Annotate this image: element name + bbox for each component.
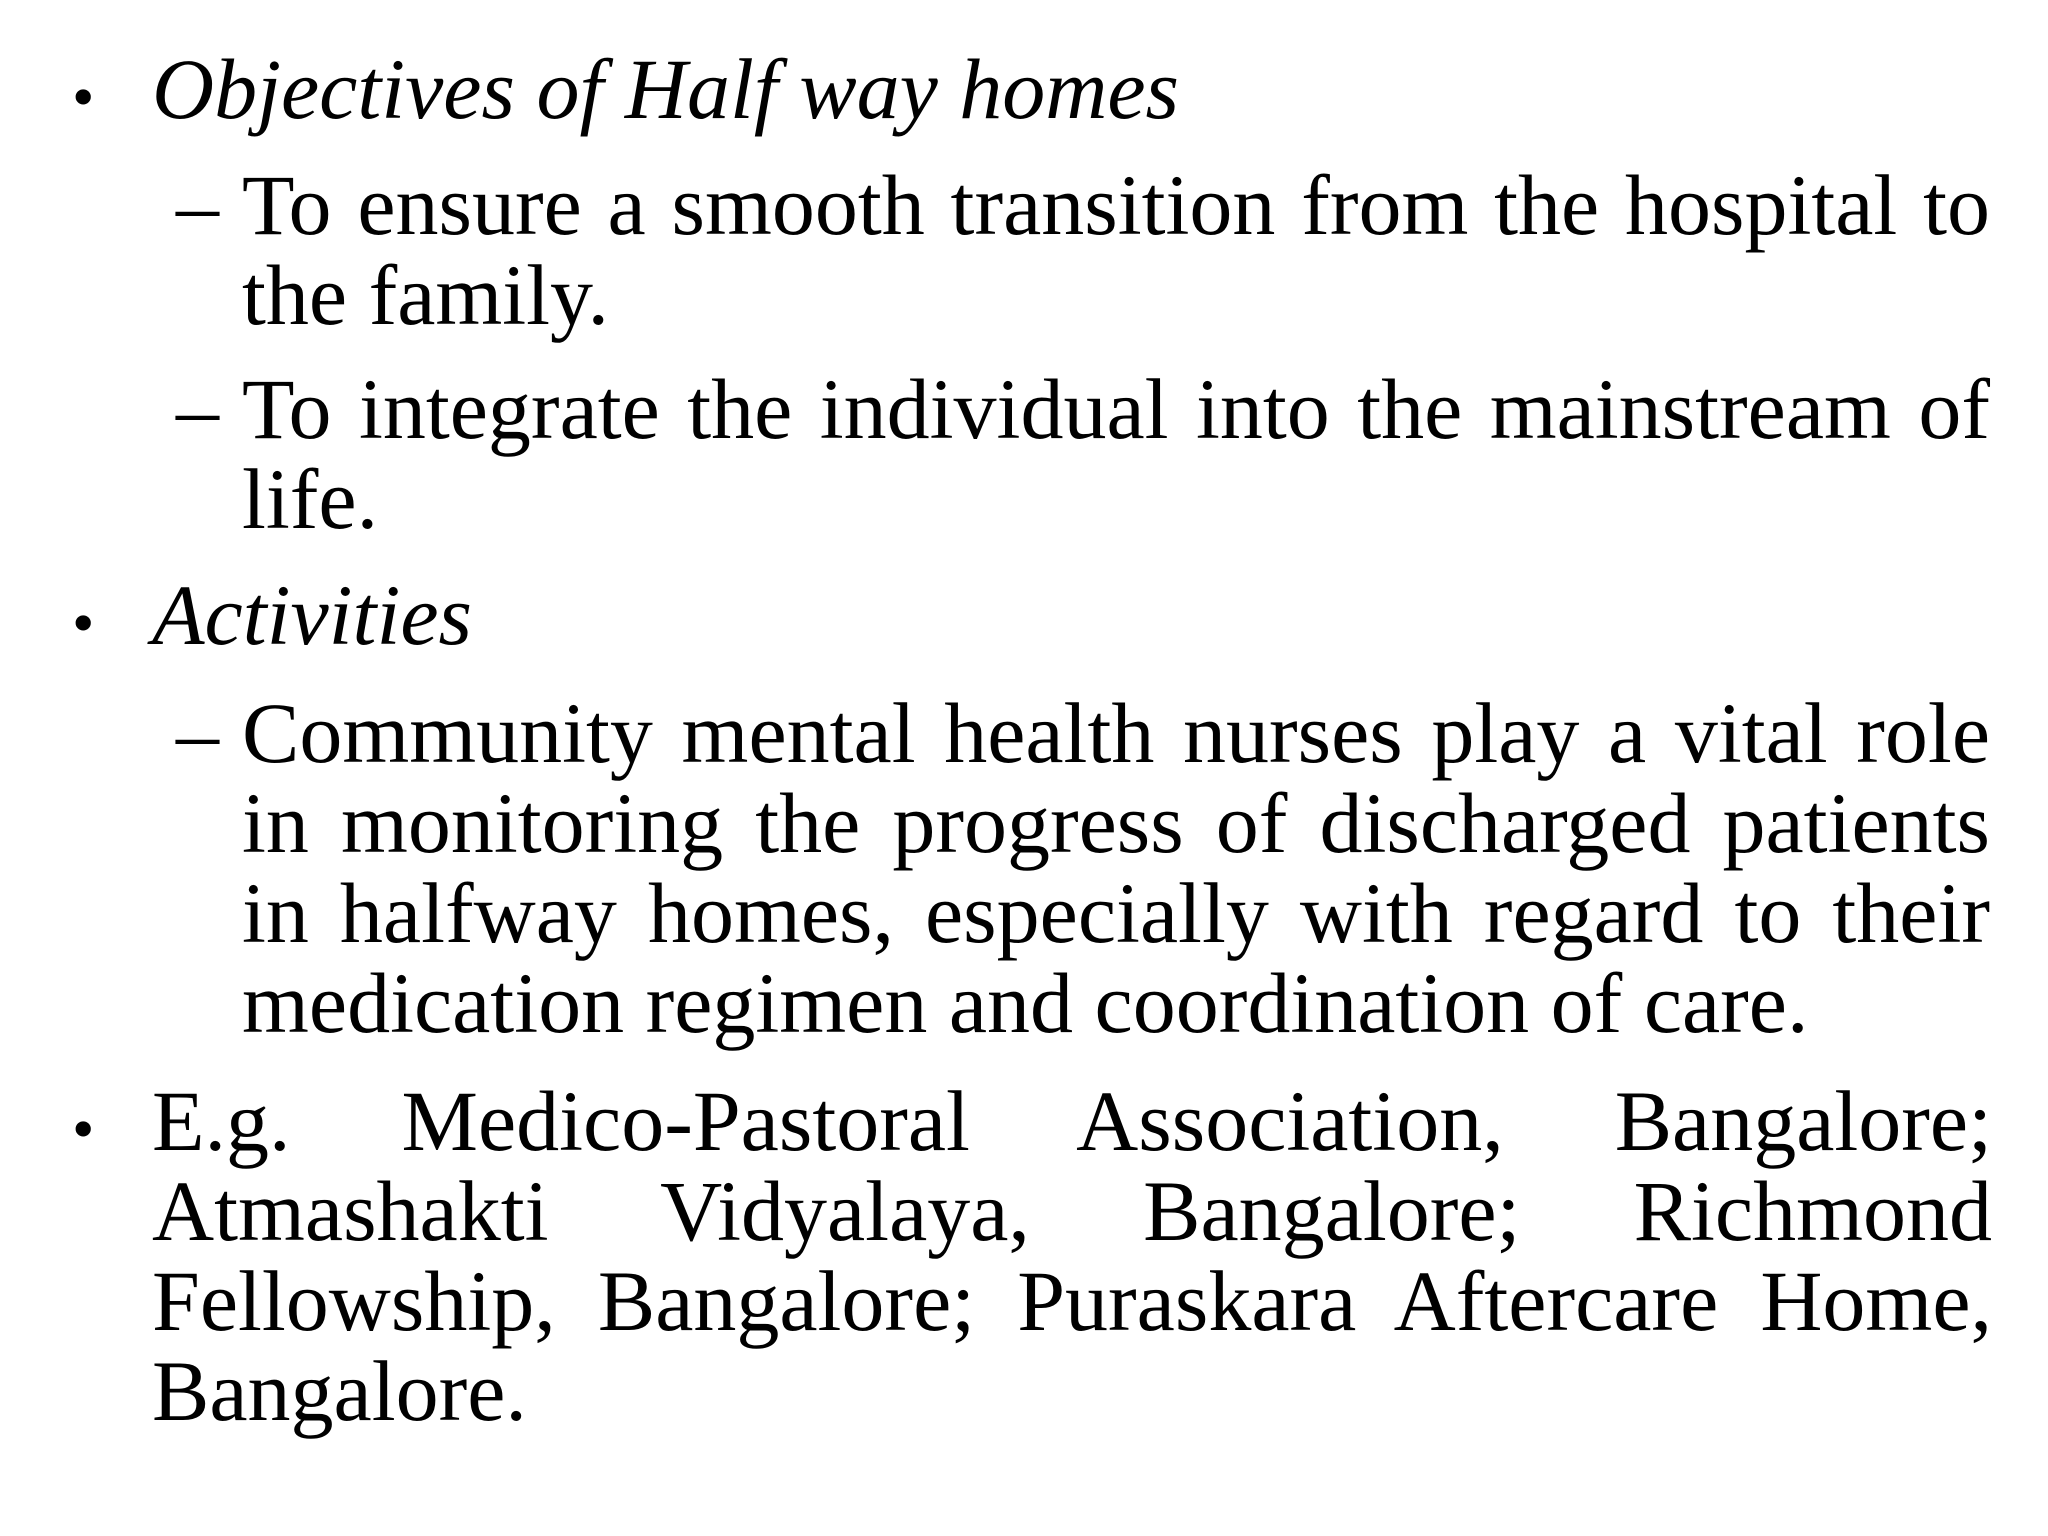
dash-icon: –: [176, 685, 219, 781]
sub-item-text: To integrate the individual into the mainstream of life.: [242, 361, 1990, 547]
sub-item-text: Community mental health nurses play a vital role in monitoring the progress of discharged patients in halfway homes, especially with regard to their medication regimen and coordination of care.: [242, 685, 1990, 1051]
bullet-icon: •: [72, 587, 95, 658]
bullet-icon: •: [72, 1093, 95, 1164]
activities-heading: Activities: [152, 567, 472, 663]
dash-icon: –: [176, 361, 219, 457]
examples-text: E.g. Medico-Pastoral Association, Bangalore; Atmashakti Vidyalaya, Bangalore; Richmond Fellowship, Bangalore; Puraskara Aftercare Home, Bangalore.: [152, 1073, 1992, 1439]
bullet-icon: •: [72, 61, 95, 132]
sub-item-text: To ensure a smooth transition from the hospital to the family.: [242, 157, 1990, 343]
objectives-heading: Objectives of Half way homes: [152, 41, 1180, 137]
dash-icon: –: [176, 157, 219, 253]
